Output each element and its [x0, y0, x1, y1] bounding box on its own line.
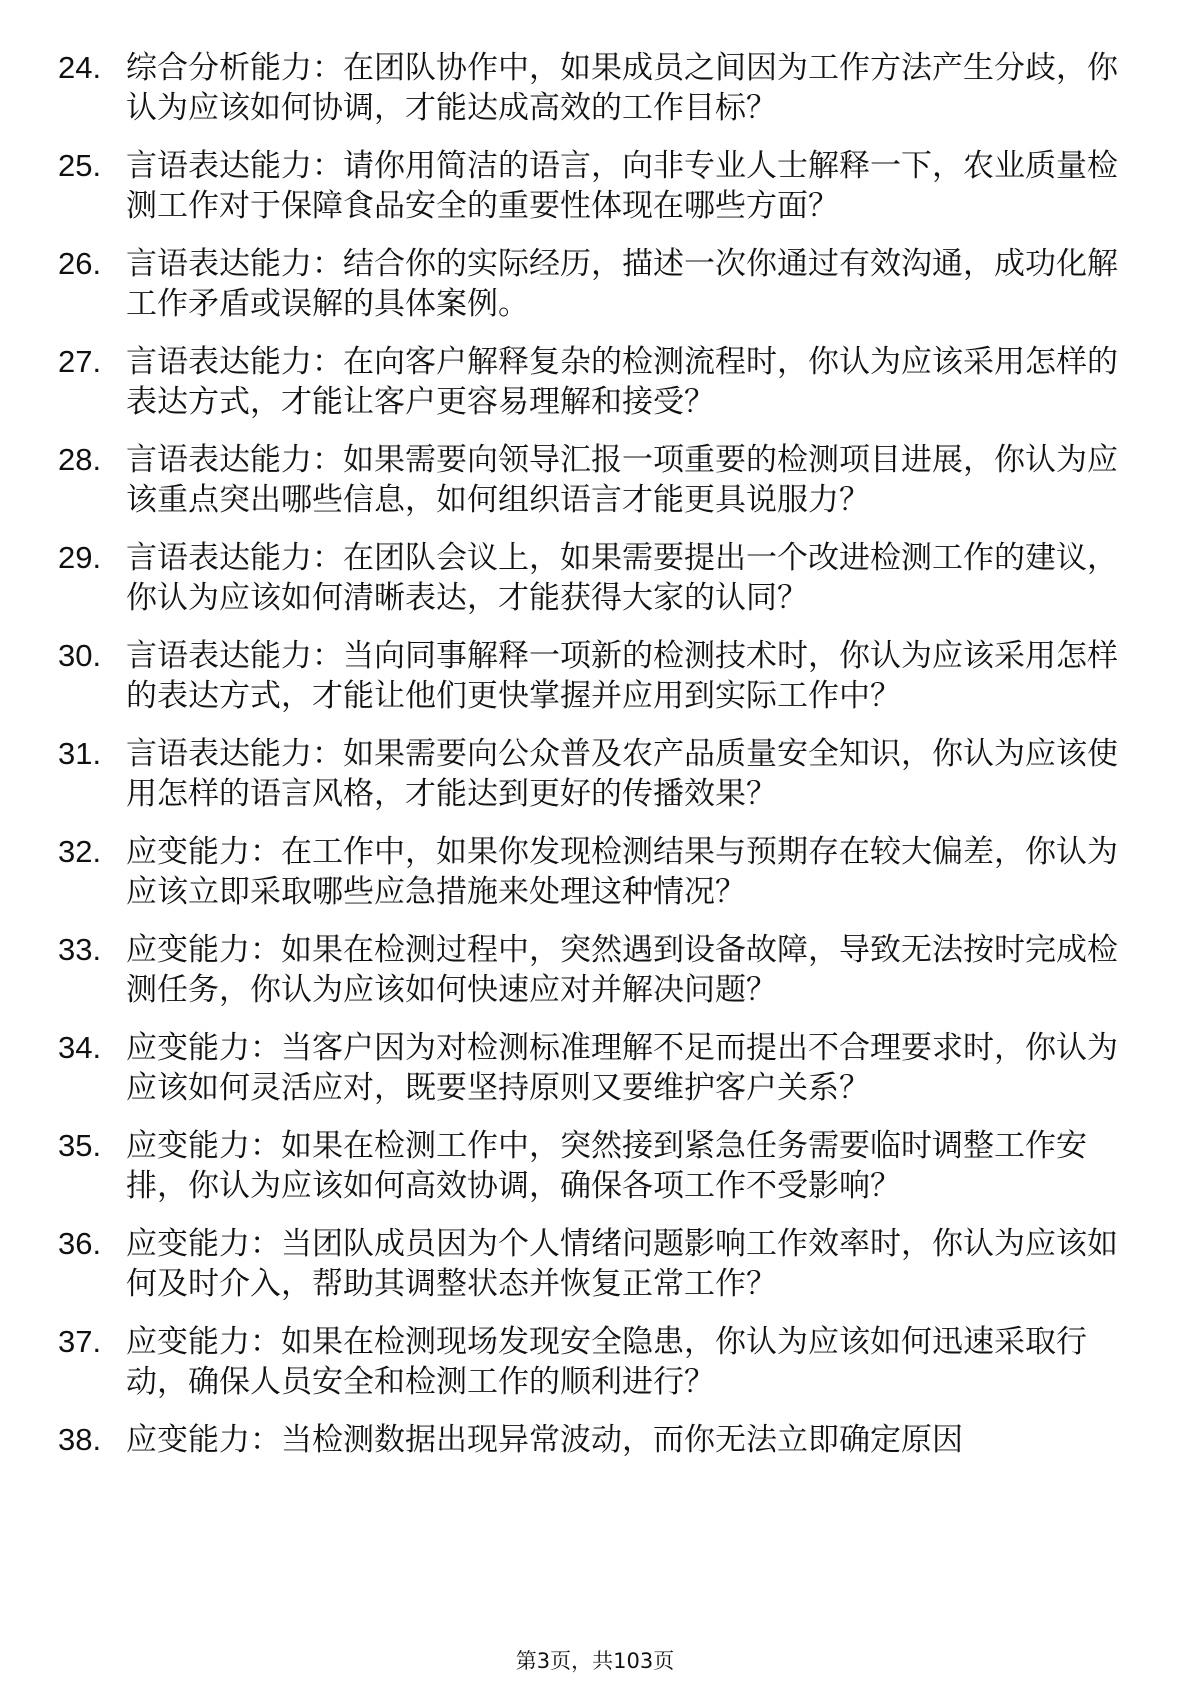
question-number: 31. [58, 736, 102, 771]
question-text: 言语表达能力：结合你的实际经历，描述一次你通过有效沟通，成功化解工作矛盾或误解的具体案例。 [126, 246, 1118, 322]
question-number: 32. [58, 834, 102, 869]
question-text: 应变能力：如果在检测现场发现安全隐患，你认为应该如何迅速采取行动，确保人员安全和检测工作的顺利进行？ [126, 1324, 1087, 1400]
question-text: 言语表达能力：在向客户解释复杂的检测流程时，你认为应该采用怎样的表达方式，才能让客户更容易理解和接受？ [126, 344, 1118, 420]
list-item [58, 1224, 1138, 1304]
question-text: 言语表达能力：如果需要向公众普及农产品质量安全知识，你认为应该使用怎样的语言风格，才能达到更好的传播效果？ [126, 736, 1118, 812]
question-text: 应变能力：当客户因为对检测标准理解不足而提出不合理要求时，你认为应该如何灵活应对，既要坚持原则又要维护客户关系？ [126, 1030, 1118, 1106]
question-number: 36. [58, 1226, 102, 1261]
list-item [58, 1322, 1138, 1402]
question-text: 应变能力：在工作中，如果你发现检测结果与预期存在较大偏差，你认为应该立即采取哪些应急措施来处理这种情况？ [126, 834, 1118, 910]
list-item [58, 636, 1138, 716]
question-text: 应变能力：当检测数据出现异常波动，而你无法立即确定原因 [126, 1422, 963, 1458]
question-number: 37. [58, 1324, 102, 1359]
list-item [58, 440, 1138, 520]
page-number-footer: 第3页，共103页 [515, 1649, 675, 1673]
list-item [58, 832, 1138, 912]
list-item [58, 1126, 1138, 1206]
question-list [58, 48, 1138, 1478]
question-text: 应变能力：如果在检测过程中，突然遇到设备故障，导致无法按时完成检测任务，你认为应该如何快速应对并解决问题？ [126, 932, 1118, 1008]
question-text: 言语表达能力：如果需要向领导汇报一项重要的检测项目进展，你认为应该重点突出哪些信息，如何组织语言才能更具说服力？ [126, 442, 1118, 518]
list-item [58, 244, 1138, 324]
question-text: 言语表达能力：当向同事解释一项新的检测技术时，你认为应该采用怎样的表达方式，才能让他们更快掌握并应用到实际工作中？ [126, 638, 1118, 714]
question-number: 35. [58, 1128, 102, 1163]
list-item [58, 342, 1138, 422]
list-item [58, 930, 1138, 1010]
question-number: 25. [58, 148, 102, 183]
question-text: 应变能力：当团队成员因为个人情绪问题影响工作效率时，你认为应该如何及时介入，帮助其调整状态并恢复正常工作？ [126, 1226, 1118, 1302]
question-number: 34. [58, 1030, 102, 1065]
list-item [58, 1420, 1138, 1460]
list-item [58, 1028, 1138, 1108]
question-number: 30. [58, 638, 102, 673]
question-number: 33. [58, 932, 102, 967]
question-number: 26. [58, 246, 102, 281]
list-item [58, 734, 1138, 814]
question-text: 言语表达能力：请你用简洁的语言，向非专业人士解释一下，农业质量检测工作对于保障食品安全的重要性体现在哪些方面？ [126, 148, 1118, 224]
question-number: 27. [58, 344, 102, 379]
question-text: 应变能力：如果在检测工作中，突然接到紧急任务需要临时调整工作安排，你认为应该如何高效协调，确保各项工作不受影响？ [126, 1128, 1087, 1204]
question-number: 28. [58, 442, 102, 477]
question-number: 24. [58, 50, 102, 85]
list-item [58, 538, 1138, 618]
question-number: 29. [58, 540, 102, 575]
list-item [58, 48, 1138, 128]
question-number: 38. [58, 1422, 102, 1457]
list-item [58, 146, 1138, 226]
question-text: 综合分析能力：在团队协作中，如果成员之间因为工作方法产生分歧，你认为应该如何协调，才能达成高效的工作目标？ [126, 50, 1118, 126]
question-text: 言语表达能力：在团队会议上，如果需要提出一个改进检测工作的建议，你认为应该如何清晰表达，才能获得大家的认同？ [126, 540, 1118, 616]
